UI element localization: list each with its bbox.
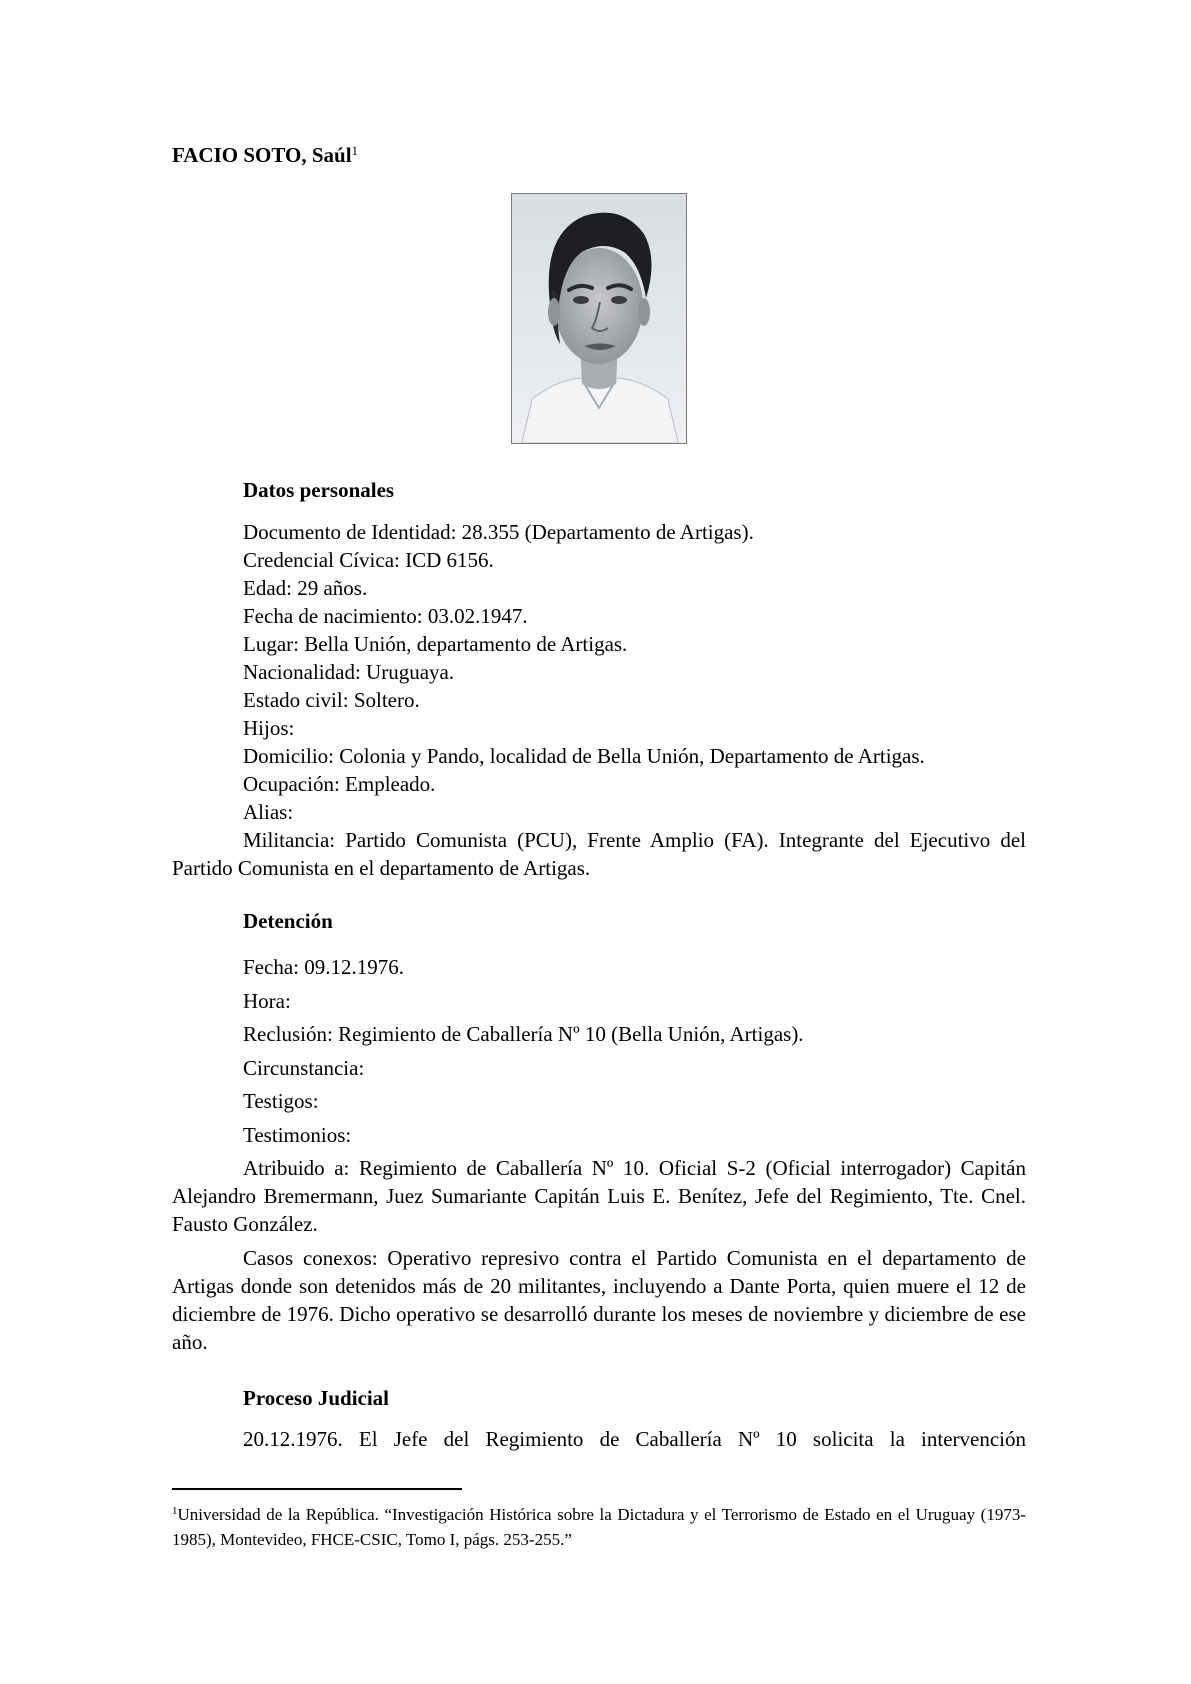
- field-reclusion: Reclusión: Regimiento de Caballería Nº 10 (Bella Unión, Artigas).: [243, 1022, 804, 1046]
- section-heading-detencion: Detención: [243, 909, 333, 933]
- field-edad: Edad: 29 años.: [243, 576, 368, 600]
- field-lugar: Lugar: Bella Unión, departamento de Artigas.: [243, 632, 628, 656]
- field-testimonios: Testimonios:: [243, 1122, 352, 1147]
- field-atribuido: Atribuido a: Regimiento de Caballería Nº 10. Oficial S-2 (Oficial interrogador) Capitán Alejandro Bremermann, Juez Sumariante Capitán Luis E. Benítez, Jefe del Regimiento, Tte. Cnel. Fausto González.: [172, 1156, 1026, 1236]
- field-casos-conexos: Casos conexos: Operativo represivo contra el Partido Comunista en el departamento de Artigas donde son detenidos más de 20 militantes, incluyendo a Dante Porta, quien muere el 12 de diciembre de 1976. Dicho operativo se desarrolló durante los meses de noviembre y diciembre de ese año.: [172, 1245, 1026, 1354]
- field-hora: Hora:: [243, 988, 291, 1013]
- section-datos-personales: [172, 518, 1026, 882]
- footnote-text: Universidad de la República. “Investigación Histórica sobre la Dictadura y el Terrorismo de Estado en el Uruguay (1973-1985), Montevideo, FHCE-CSIC, Tomo I, págs. 253-255.”: [172, 1505, 1026, 1549]
- field-estado-civil: Estado civil: Soltero.: [243, 688, 420, 712]
- field-credencial: Credencial Cívica: ICD 6156.: [243, 548, 494, 572]
- section-heading-proceso-judicial: Proceso Judicial: [243, 1386, 390, 1410]
- field-nacionalidad: Nacionalidad: Uruguaya.: [243, 660, 455, 684]
- field-domicilio: Domicilio: Colonia y Pando, localidad de Bella Unión, Departamento de Artigas.: [243, 744, 925, 768]
- field-militancia: Militancia: Partido Comunista (PCU), Frente Amplio (FA). Integrante del Ejecutivo del Partido Comunista en el departamento de Artigas.: [172, 828, 1026, 880]
- field-ocupacion: Ocupación: Empleado.: [243, 772, 436, 796]
- proceso-judicial-text: 20.12.1976. El Jefe del Regimiento de Caballería Nº 10 solicita la intervención: [243, 1427, 1026, 1451]
- footnote: [172, 1502, 1026, 1552]
- page-title: [172, 140, 358, 170]
- portrait-photo-icon: [512, 194, 686, 443]
- footnote-separator: [172, 1488, 462, 1490]
- footnote-reference: 1: [351, 143, 359, 158]
- section-detencion: [172, 953, 1026, 1361]
- footnote-marker: 1: [172, 1505, 178, 1517]
- section-heading-datos-personales: Datos personales: [243, 478, 395, 502]
- field-alias: Alias:: [243, 800, 294, 824]
- portrait-photo: [511, 193, 687, 444]
- field-testigos: Testigos:: [243, 1089, 319, 1113]
- field-documento: Documento de Identidad: 28.355 (Departamento de Artigas).: [243, 520, 754, 544]
- field-fecha: Fecha: 09.12.1976.: [243, 955, 404, 979]
- section-proceso-judicial: [172, 1425, 1026, 1453]
- field-hijos: Hijos:: [243, 716, 295, 740]
- field-fecha-nacimiento: Fecha de nacimiento: 03.02.1947.: [243, 604, 528, 628]
- person-name: FACIO SOTO, Saúl: [172, 143, 352, 167]
- field-circunstancia: Circunstancia:: [243, 1055, 365, 1080]
